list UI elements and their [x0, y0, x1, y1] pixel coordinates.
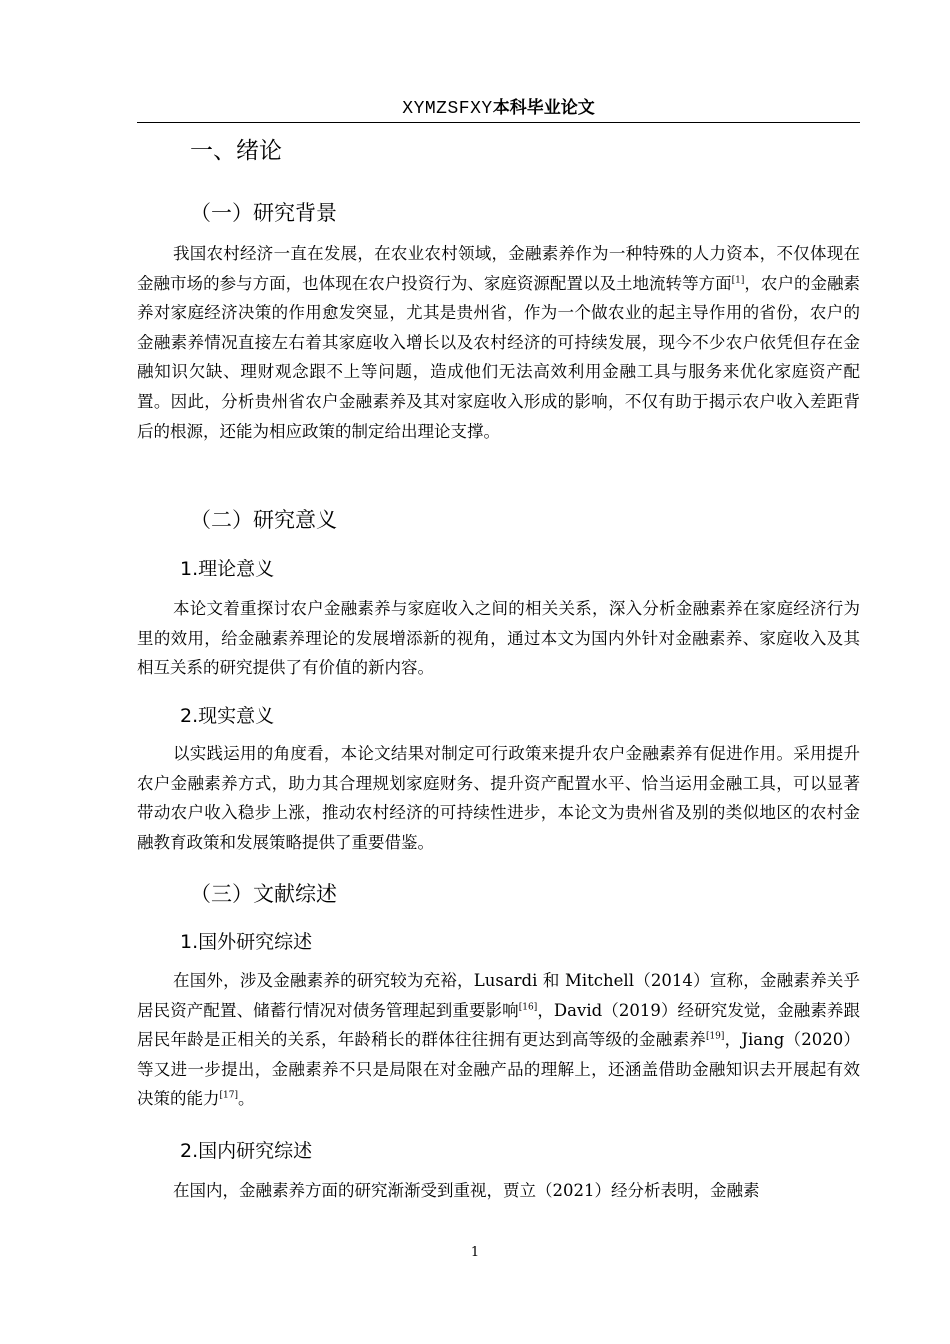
foreign-text-3: ，Jiang（2020）等又进一步提出，金融素养不只是局限在对金融产品的理解上，还涵盖借助金融知识去开展起有效决策的能力: [137, 1030, 860, 1109]
background-text-2: ，农户的金融素养对家庭经济决策的作用愈发突显，尤其是贵州省，作为一个做农业的起主导作用的省份，农户的金融素养情况直接左右着其家庭收入增长以及农村经济的可持续发展，现今不少农户依凭但存在金融知识欠缺、理财观念跟不上等问题，造成他们无法高效利用金融工具与服务来优化家庭资产配置。因此，分析贵州省农户金融素养及其对家庭收入形成的影响，不仅有助于揭示农户收入差距背后的根源，还能为相应政策的制定给出理论支撑。: [137, 273, 861, 441]
paragraph-background: [137, 239, 860, 446]
subsection-title-theory: 1.理论意义: [180, 558, 275, 580]
foreign-text-4: 。: [237, 1089, 255, 1109]
header-title: 本科毕业论文: [492, 98, 595, 118]
header-rule: [137, 122, 860, 123]
paragraph-domestic: 在国内，金融素养方面的研究渐渐受到重视，贾立（2021）经分析表明，金融素: [173, 1181, 760, 1200]
paragraph-foreign: [137, 966, 860, 1114]
foreign-text-2: ，David（2019）经研究发觉，金融素养跟居民年龄是正相关的关系，年龄稍长的群体往往拥有更达到高等级的金融素养: [137, 1000, 861, 1050]
foreign-text-1: 在国外，涉及金融素养的研究较为充裕，Lusardi 和 Mitchell（2014）宣称，金融素养关乎居民资产配置、储蓄行情况对债务管理起到重要影响: [137, 971, 860, 1020]
section-title-background: （一）研究背景: [190, 201, 337, 225]
header-code: XYMZSFXY: [402, 99, 493, 119]
subsection-title-foreign: 1.国外研究综述: [180, 931, 313, 953]
chapter-title: 一、绪论: [190, 138, 282, 164]
section-title-review: （三）文献综述: [190, 882, 337, 906]
section-title-significance: （二）研究意义: [190, 508, 337, 532]
citation-16: [16]: [518, 1002, 538, 1013]
paragraph-theory: 本论文着重探讨农户金融素养与家庭收入之间的相关关系，深入分析金融素养在家庭经济行为里的效用，给金融素养理论的发展增添新的视角，通过本文为国内外针对金融素养、家庭收入及其相互关系的研究提供了有价值的新内容。: [137, 599, 860, 678]
subsection-title-domestic: 2.国内研究综述: [180, 1140, 313, 1162]
page-number: 1: [470, 1245, 480, 1260]
citation-1: [1]: [731, 275, 745, 286]
citation-19: [19]: [705, 1031, 725, 1042]
paragraph-practice: 以实践运用的角度看，本论文结果对制定可行政策来提升农户金融素养有促进作用。采用提升农户金融素养方式，助力其合理规划家庭财务、提升资产配置水平、恰当运用金融工具，可以显著带动农户收入稳步上涨，推动农村经济的可持续性进步，本论文为贵州省及别的类似地区的农村金融教育政策和发展策略提供了重要借鉴。: [137, 744, 860, 852]
running-header: [137, 95, 860, 121]
background-text-1: 我国农村经济一直在发展，在农业农村领域，金融素养作为一种特殊的人力资本，不仅体现在金融市场的参与方面，也体现在农户投资行为、家庭资源配置以及土地流转等方面: [137, 244, 860, 293]
subsection-title-practice: 2.现实意义: [180, 705, 275, 727]
citation-17: [17]: [219, 1090, 238, 1101]
